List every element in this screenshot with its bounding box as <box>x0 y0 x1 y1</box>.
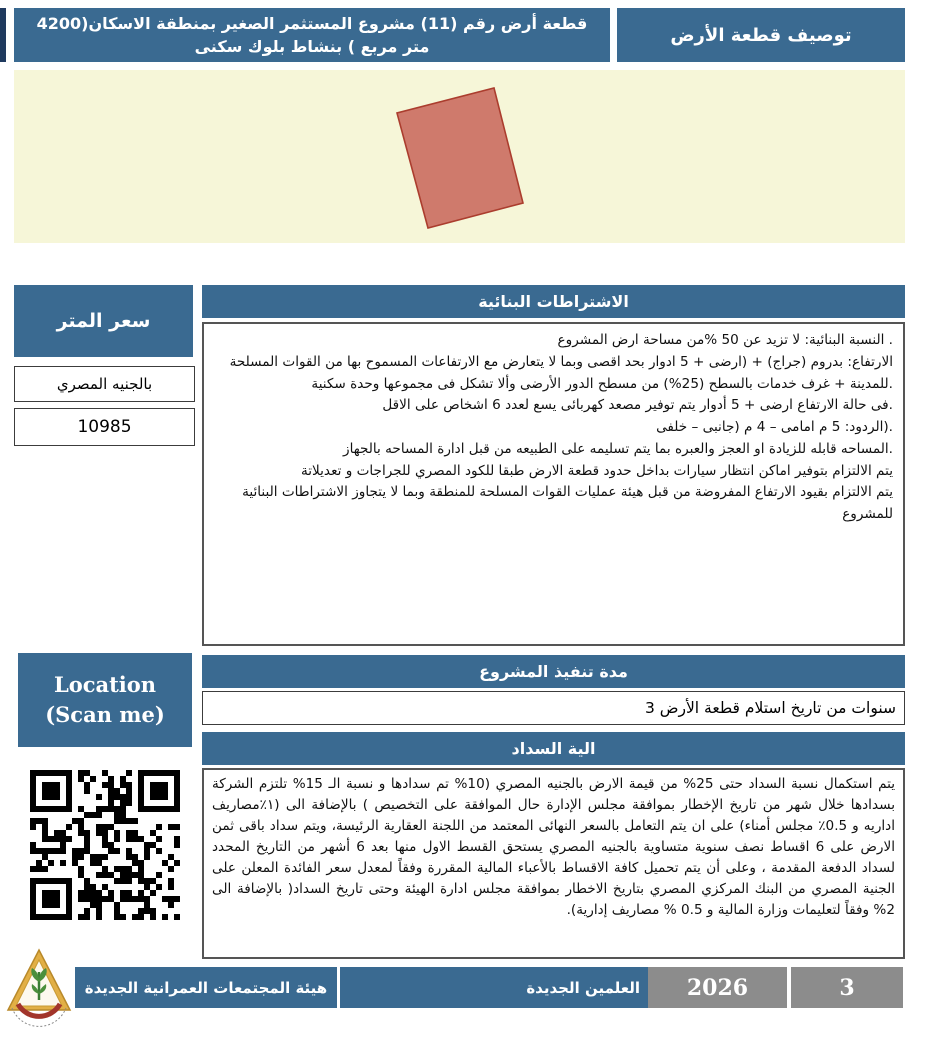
price-per-meter-header: سعر المتر <box>14 285 193 357</box>
nuca-logo <box>4 948 74 1032</box>
header-edge-strip <box>0 8 6 62</box>
project-duration-value: سنوات من تاريخ استلام قطعة الأرض 3 <box>202 691 905 725</box>
building-line: .للمدينة + غرف خدمات بالسطح (25%) من مسطح الدور الأرضى وألا تشكل فى مجموعها وحدة سكنية <box>311 375 893 392</box>
plot-polygon <box>397 88 523 228</box>
footer-plot-number: 3 <box>791 967 903 1008</box>
building-line: . النسبة البنائية: لا تزيد عن 50 %من مساحة ارض المشروع <box>557 332 893 348</box>
plot-map <box>14 70 905 243</box>
building-line: يتم الالتزام بقيود الارتفاع المفروضة من قبل هيئة عمليات القوات المسلحة للمنطقة وبما لا يتجاوز الاشتراطات البنائية للمشروع <box>242 484 893 522</box>
qr-code <box>30 770 180 920</box>
building-line: .فى حالة الارتفاع ارضى + 5 أدوار يتم توفير مصعد كهربائى يسع لعدد 6 اشخاص على الاقل <box>382 397 893 414</box>
building-requirements-text <box>202 322 905 646</box>
footer-year: 2026 <box>648 967 787 1008</box>
project-duration-header: مدة تنفيذ المشروع <box>202 655 905 688</box>
building-line: يتم الالتزام بتوفير اماكن انتظار سيارات بداخل حدود قطعة الارض طبقا للكود المصري للجراجات و تعديلاتة <box>300 462 893 479</box>
footer-city: العلمين الجديدة <box>340 967 648 1008</box>
plot-title: قطعة أرض رقم (11) مشروع المستثمر الصغير بمنطقة الاسكان(4200 متر مربع ) بنشاط بلوك سكنى <box>14 8 610 62</box>
building-line: .المساحه قابله للزيادة او العجز والعبره بما يتم تسليمه على الطبيعه من قبل ادارة المساحه بالجهاز <box>343 440 893 457</box>
doc-type-title: توصيف قطعة الأرض <box>617 8 905 62</box>
price-value: 10985 <box>14 408 195 446</box>
plot-shape-svg <box>14 70 905 243</box>
location-label-line1: Location <box>53 671 157 697</box>
building-requirements-header: الاشتراطات البنائية <box>202 285 905 318</box>
building-line: الارتفاع: بدروم (جراج) + (ارضى + 5 ادوار بحد اقصى وبما لا يتعارض مع الارتفاعات المسموح بها من القوات المسلحة <box>229 353 893 370</box>
location-label-line2: (Scan me) <box>45 702 165 727</box>
payment-method-text: يتم استكمال نسبة السداد حتى 25% من قيمة الارض بالجنيه المصري (10% تم سدادها و نسبة الـ 15% تلتزم الشركة بسدادها خلال شهر من تاريخ الإخطار بموافقة مجلس الإدارة حال الموافقة على التخصيص ) بالإضافة الى (١٪مصاريف اداريه و 0.5٪ مجلس أمناء) على ان يتم التعامل بالسعر النهائى المعتمد من اللجنة العقارية الرئيسة، ويتم سداد باقى ثمن الارض على 6 اقساط نصف سنوية متساوية بالجنيه المصري يستحق القسط الاول منها بعد 6 أشهر من التاريخ المحدد لسداد الدفعة المقدمة ، وعلى أن يتم تحميل كافة الاقساط بالأعباء المالية المقررة وفقاً لمعدل سعر الفائدة المعلن على الجنية المصري من البنك المركزي المصري بتاريخ الاخطار بموافقة مجلس ادارة الهيئة وحتى تاريخ السداد( بالإضافة الى 2% وفقاً لتعليمات وزارة المالية و 0.5 % مصاريف إدارية). <box>202 768 905 959</box>
payment-method-header: الية السداد <box>202 732 905 765</box>
price-currency: بالجنيه المصري <box>14 366 195 402</box>
building-line: .(الردود: 5 م امامى – 4 م (جانبى – خلفى <box>656 419 893 435</box>
location-scan-label <box>18 653 192 747</box>
footer-authority: هيئة المجتمعات العمرانية الجديدة <box>75 967 337 1008</box>
qr-code-svg <box>30 770 180 920</box>
